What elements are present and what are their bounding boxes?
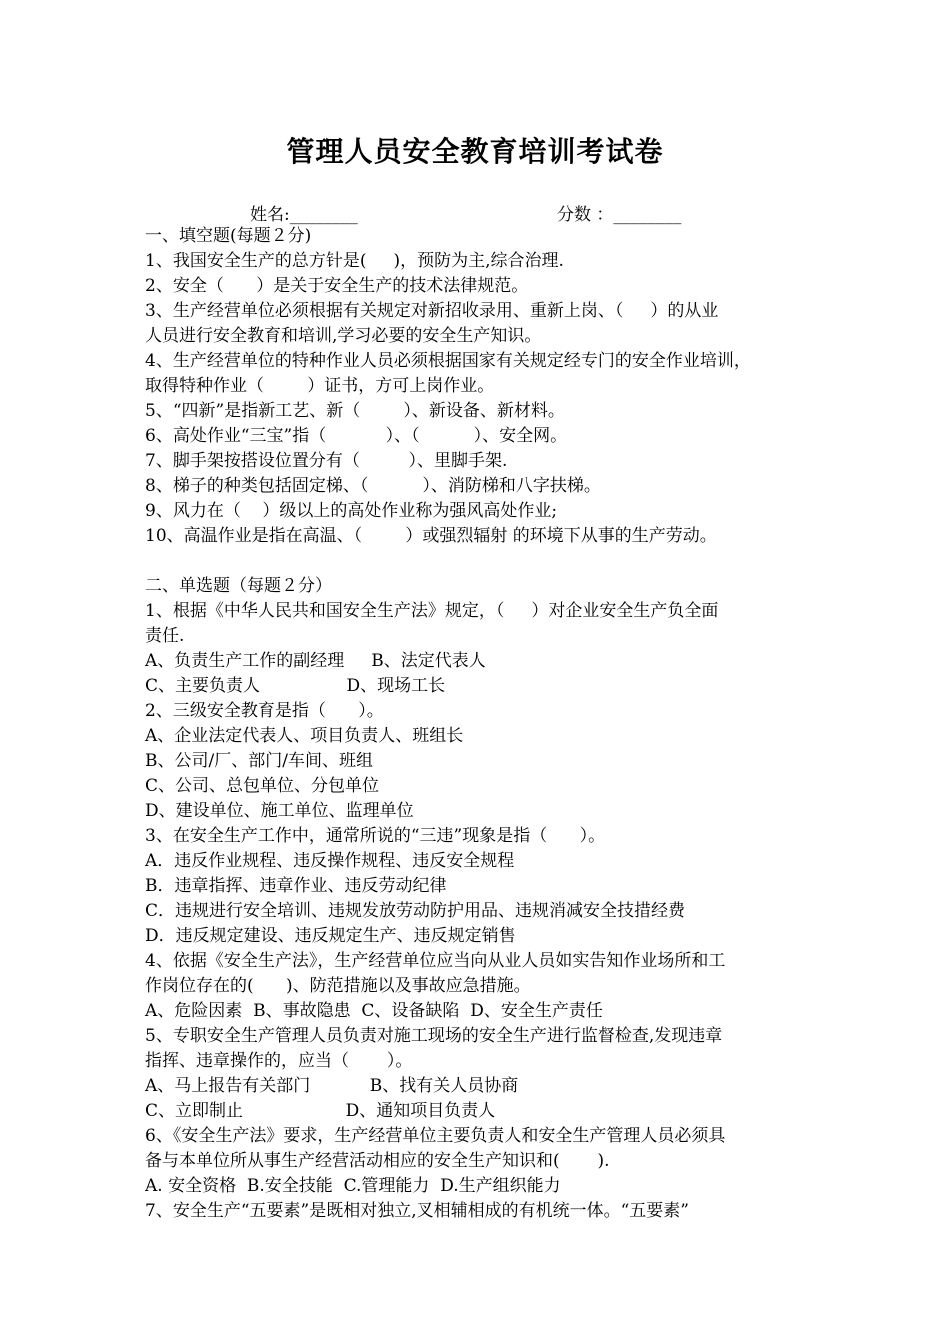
section-heading-fill-blank: 一、填空题(每题２分) [145, 226, 312, 246]
option-line: D．违反规定建设、违反规定生产、违反规定销售 [145, 926, 516, 946]
name-score-row [0, 200, 950, 224]
question-line: 5、专职安全生产管理人员负责对施工现场的安全生产进行监督检查,发现违章 [145, 1026, 723, 1046]
question-line: 7、安全生产“五要素”是既相对独立,叉相辅相成的有机统一体。“五要素” [145, 1201, 689, 1221]
option-line: A、马上报告有关部门 B、找有关人员协商 [145, 1076, 519, 1096]
option-line: A．违反作业规程、违反操作规程、违反安全规程 [145, 851, 515, 871]
question-line: 3、生产经营单位必须根据有关规定对新招收录用、重新上岗、（ ）的从业 [145, 301, 719, 321]
question-line: 2、安全（ ）是关于安全生产的技术法律规范。 [145, 276, 529, 296]
exam-body [145, 224, 830, 1224]
option-line: A、负责生产工作的副经理 B、法定代表人 [145, 651, 486, 671]
option-line: A、企业法定代表人、项目负责人、班组长 [145, 726, 464, 746]
question-line: 责任. [145, 626, 185, 646]
question-line: 5、“四新”是指新工艺、新（ ）、新设备、新材料。 [145, 401, 565, 421]
question-line: 作岗位存在的( )、防范措施以及事故应急措施。 [145, 976, 531, 996]
option-line: C、公司、总包单位、分包单位 [145, 776, 380, 796]
question-line: 9、风力在（ ）级以上的高处作业称为强风高处作业; [145, 501, 558, 521]
question-line: 4、依据《安全生产法》，生产经营单位应当向从业人员如实告知作业场所和工 [145, 951, 726, 971]
score-field: 分数 ：________ [557, 205, 682, 225]
question-line: 人员进行安全教育和培训,学习必要的安全生产知识。 [145, 326, 542, 346]
option-line: A、危险因素 B、事故隐患 C、设备缺陷 D、安全生产责任 [145, 1001, 603, 1021]
spacer [145, 549, 830, 574]
question-line: 2、三级安全教育是指（ ）。 [145, 701, 384, 721]
option-line: C．违规进行安全培训、违规发放劳动防护用品、违规消减安全技措经费 [145, 901, 686, 921]
question-line: 取得特种作业（ ）证书，方可上岗作业。 [145, 376, 495, 396]
question-line: 6、《安全生产法》要求，生产经营单位主要负责人和安全生产管理人员必须具 [145, 1126, 726, 1146]
option-line: D、建设单位、施工单位、监理单位 [145, 801, 414, 821]
option-line: C、立即制止 D、通知项目负责人 [145, 1101, 496, 1121]
question-line: 3、在安全生产工作中，通常所说的“三违”现象是指（ ）。 [145, 826, 606, 846]
question-line: 7、脚手架按搭设位置分有（ ）、里脚手架. [145, 451, 508, 471]
question-line: 10、高温作业是指在高温、（ ）或强烈辐射 的环境下从事的生产劳动。 [145, 526, 717, 546]
section-heading-single-choice: 二、单选题（每题２分） [145, 576, 332, 596]
option-line: A. 安全资格 B.安全技能 C.管理能力 D.生产组织能力 [145, 1176, 561, 1196]
name-field: 姓名:________ [250, 205, 358, 225]
question-line: 1、根据《中华人民共和国安全生产法》规定，（ ）对企业安全生产负全面 [145, 601, 719, 621]
question-line: 备与本单位所从事生产经营活动相应的安全生产知识和( ). [145, 1151, 610, 1171]
option-line: C、主要负责人 D、现场工长 [145, 676, 446, 696]
question-line: 1、我国安全生产的总方针是( )，预防为主,综合治理. [145, 251, 564, 271]
question-line: 8、梯子的种类包括固定梯、（ ）、消防梯和八字扶梯。 [145, 476, 601, 496]
page-title: 管理人员安全教育培训考试卷 [286, 135, 664, 168]
question-line: 指挥、违章操作的，应当（ ）。 [145, 1051, 413, 1071]
option-line: B．违章指挥、违章作业、违反劳动纪律 [145, 876, 447, 896]
option-line: B、公司/厂、部门/车间、班组 [145, 751, 373, 771]
question-line: 6、高处作业“三宝”指（ ）、（ ）、安全网。 [145, 426, 568, 446]
question-line: 4、生产经营单位的特种作业人员必须根据国家有关规定经专门的安全作业培训， [145, 351, 751, 371]
